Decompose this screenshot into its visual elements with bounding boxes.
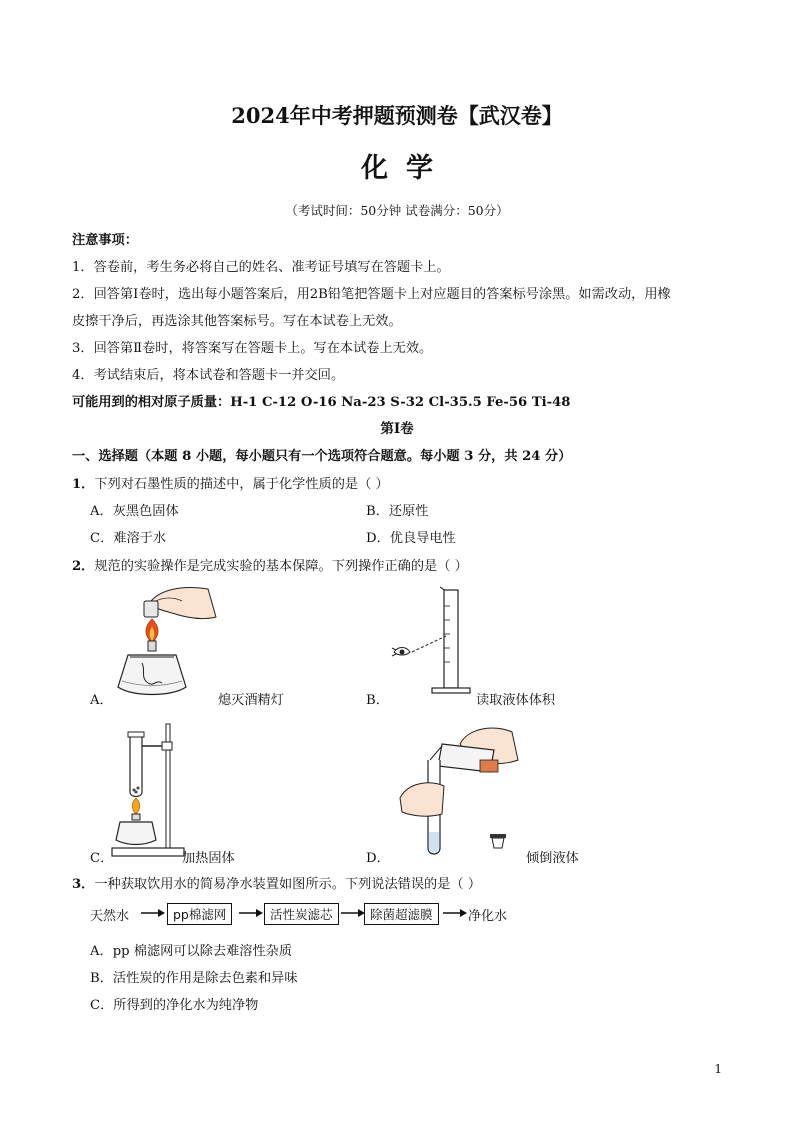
page-number: 1 — [714, 1062, 722, 1076]
q2-option-b-caption: 读取液体体积 — [476, 693, 556, 708]
q1-option-a: A．灰黑色固体 — [90, 504, 179, 519]
notice-item-2: 2．回答第Ⅰ卷时，选出每小题答案后，用2B铅笔把答题卡上对应题目的答案标号涂黑。如需改动，用橡 — [72, 287, 671, 302]
part-heading: 一、选择题（本题 8 小题，每小题只有一个选项符合题意。每小题 3 分，共 24 分） — [72, 449, 572, 464]
exam-info: （考试时间：50分钟 试卷满分：50分） — [285, 203, 509, 218]
question-stem: 规范的实验操作是完成实验的基本保障。下列操作正确的是（ ） — [94, 559, 468, 574]
question-3 — [72, 873, 481, 892]
arrow-right-icon — [340, 906, 366, 920]
q3-option-a: A．pp 棉滤网可以除去难溶性杂质 — [90, 944, 293, 959]
alcohol-lamp-extinguish-figure — [112, 583, 222, 703]
flow-source: 天然水 — [90, 909, 130, 924]
q2-option-c-caption: 加热固体 — [182, 851, 235, 866]
subject-title: 化学 — [361, 153, 451, 184]
q2-option-c-letter: C． — [90, 851, 114, 866]
flow-step-carbon-filter: 活性炭滤芯 — [264, 903, 339, 925]
q2-option-d-caption: 倾倒液体 — [526, 851, 579, 866]
q2-option-a-caption: 熄灭酒精灯 — [218, 693, 284, 708]
flow-output: 净化水 — [468, 909, 508, 924]
arrow-right-icon — [238, 906, 264, 920]
question-number: 1． — [72, 477, 95, 492]
q3-option-c: C．所得到的净化水为纯净物 — [90, 998, 259, 1013]
flow-step-pp-filter: pp棉滤网 — [167, 903, 232, 925]
q1-option-b: B．还原性 — [366, 504, 429, 519]
notice-item-4: 4．考试结束后，将本试卷和答题卡一并交回。 — [72, 368, 345, 383]
section-title: 第Ⅰ卷 — [380, 421, 414, 437]
arrow-right-icon — [140, 906, 166, 920]
question-number: 3． — [72, 877, 95, 892]
question-1 — [72, 473, 389, 492]
arrow-right-icon — [442, 906, 468, 920]
question-stem: 下列对石墨性质的描述中，属于化学性质的是（ ） — [94, 477, 389, 492]
notice-heading: 注意事项： — [72, 233, 138, 248]
pouring-liquid-figure — [398, 720, 528, 860]
notice-item-2-cont: 皮擦干净后，再选涂其他答案标号。写在本试卷上无效。 — [72, 314, 402, 329]
q3-option-b: B．活性炭的作用是除去色素和异味 — [90, 971, 298, 986]
q2-option-d-letter: D． — [366, 851, 390, 866]
q1-option-d: D．优良导电性 — [366, 531, 456, 546]
q1-option-c: C．难溶于水 — [90, 531, 167, 546]
exam-title: 2024年中考押题预测卷【武汉卷】 — [231, 103, 563, 128]
question-stem: 一种获取饮用水的简易净水装置如图所示。下列说法错误的是（ ） — [94, 877, 482, 892]
atomic-masses: 可能用到的相对原子质量：H-1 C-12 O-16 Na-23 S-32 Cl-35.5 Fe-56 Ti-48 — [72, 395, 571, 410]
question-number: 2． — [72, 559, 95, 574]
question-2 — [72, 555, 468, 574]
heating-solid-figure — [110, 722, 188, 860]
notice-item-1: 1．答卷前，考生务必将自己的姓名、准考证号填写在答题卡上。 — [72, 260, 450, 275]
graduated-cylinder-figure — [388, 586, 478, 698]
q2-option-b-letter: B． — [366, 693, 389, 708]
notice-item-3: 3．回答第Ⅱ卷时，将答案写在答题卡上。写在本试卷上无效。 — [72, 341, 433, 356]
flow-step-uf-membrane: 除菌超滤膜 — [364, 903, 439, 925]
q2-option-a-letter: A． — [90, 693, 113, 708]
